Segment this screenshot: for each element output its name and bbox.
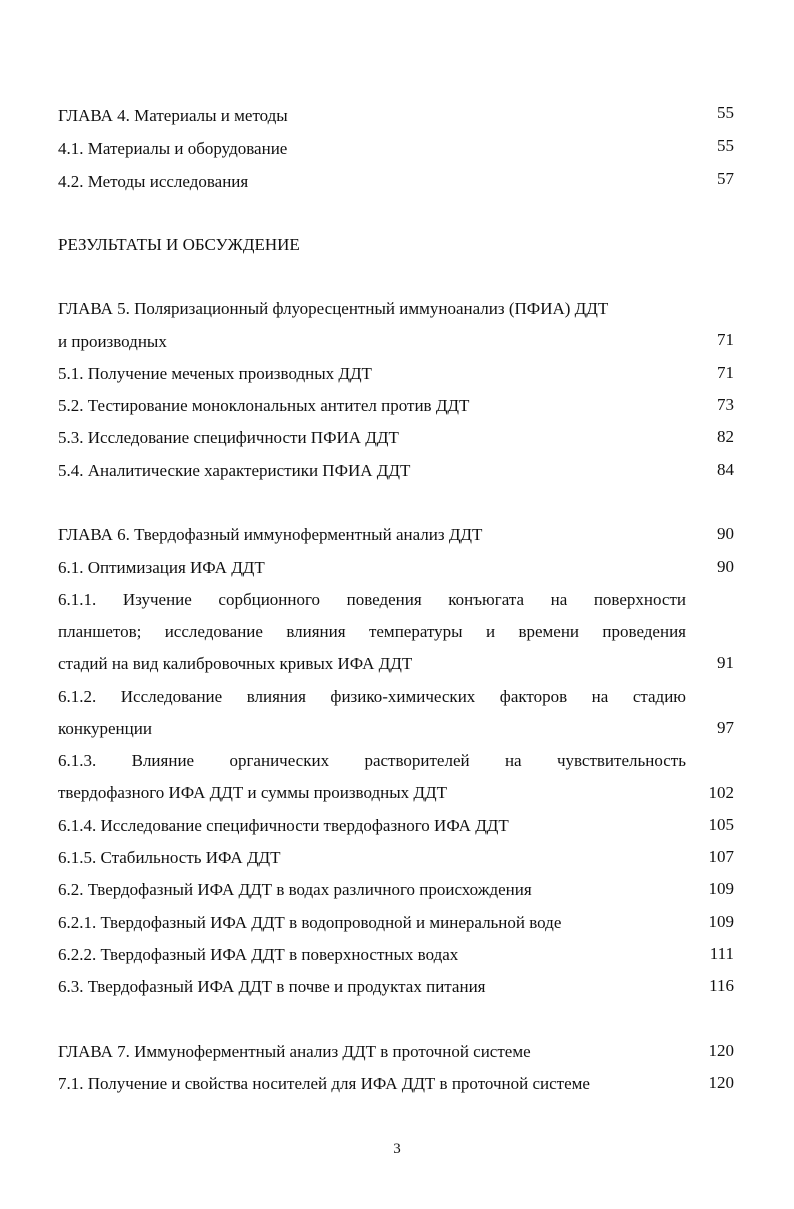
toc-page-6-1-5: 107: [708, 847, 734, 866]
toc-entry-chapter-5-line-1: ГЛАВА 5. Поляризационный флуоресцентный иммуноанализ (ПФИА) ДДТ: [58, 299, 609, 318]
toc-entry-chapter-6: ГЛАВА 6. Твердофазный иммуноферментный анализ ДДТ: [58, 525, 483, 544]
toc-page-5-3: 82: [717, 427, 734, 446]
toc-entry-chapter-7: ГЛАВА 7. Иммуноферментный анализ ДДТ в проточной системе: [58, 1042, 531, 1061]
toc-page-chapter-7: 120: [708, 1041, 734, 1060]
toc-entry-6-2-2: 6.2.2. Твердофазный ИФА ДДТ в поверхностных водах: [58, 945, 459, 964]
toc-entry-5-3: 5.3. Исследование специфичности ПФИА ДДТ: [58, 428, 399, 447]
toc-page-6-1-2: 97: [717, 718, 734, 737]
toc-entry-5-1: 5.1. Получение меченых производных ДДТ: [58, 364, 372, 383]
toc-entry-chapter-5-line-2: и производных: [58, 332, 167, 351]
toc-entry-5-4: 5.4. Аналитические характеристики ПФИА ДДТ: [58, 461, 411, 480]
toc-entry-6-1-2-line-2: конкуренции: [58, 719, 152, 738]
page-number: 3: [393, 1141, 401, 1157]
toc-entry-4-1: 4.1. Материалы и оборудование: [58, 139, 288, 158]
toc-page-6-3: 116: [709, 976, 734, 995]
toc-page-chapter-4: 55: [717, 103, 734, 122]
toc-page-5-1: 71: [717, 363, 734, 382]
toc-page-6-2: 109: [708, 879, 734, 898]
toc-entry-6-1-4: 6.1.4. Исследование специфичности твердофазного ИФА ДДТ: [58, 816, 509, 835]
toc-page-4-1: 55: [717, 136, 734, 155]
toc-entry-6-2: 6.2. Твердофазный ИФА ДДТ в водах различного происхождения: [58, 880, 532, 899]
section-heading: РЕЗУЛЬТАТЫ И ОБСУЖДЕНИЕ: [58, 235, 300, 254]
toc-entry-6-1: 6.1. Оптимизация ИФА ДДТ: [58, 558, 265, 577]
toc-entry-6-1-1-line-1: 6.1.1. Изучение сорбционного поведения конъюгата на поверхности: [58, 590, 686, 609]
toc-entry-7-1: 7.1. Получение и свойства носителей для ИФА ДДТ в проточной системе: [58, 1074, 590, 1093]
toc-page-chapter-6: 90: [717, 524, 734, 543]
toc-entry-5-2: 5.2. Тестирование моноклональных антител против ДДТ: [58, 396, 470, 415]
toc-page-5-2: 73: [717, 395, 734, 414]
toc-entry-6-3: 6.3. Твердофазный ИФА ДДТ в почве и продуктах питания: [58, 977, 486, 996]
toc-page-5-4: 84: [717, 460, 734, 479]
toc-page-6-1-1: 91: [717, 653, 734, 672]
toc-entry-6-1-3-line-1: 6.1.3. Влияние органических растворителей на чувствительность: [58, 751, 686, 770]
toc-entry-6-1-1-line-2: планшетов; исследование влияния температуры и времени проведения: [58, 622, 686, 641]
toc-page-6-2-2: 111: [709, 944, 734, 963]
toc-entry-4-2: 4.2. Методы исследования: [58, 172, 249, 191]
toc-page-chapter-5: 71: [717, 330, 734, 349]
toc-entry-6-1-3-line-2: твердофазного ИФА ДДТ и суммы производных ДДТ: [58, 783, 447, 802]
toc-entry-6-2-1: 6.2.1. Твердофазный ИФА ДДТ в водопроводной и минеральной воде: [58, 913, 562, 932]
toc-entry-chapter-4: ГЛАВА 4. Материалы и методы: [58, 106, 288, 125]
toc-page-6-2-1: 109: [708, 912, 734, 931]
toc-page-6-1-3: 102: [708, 783, 734, 802]
toc-entry-6-1-5: 6.1.5. Стабильность ИФА ДДТ: [58, 848, 281, 867]
toc-entry-6-1-2-line-1: 6.1.2. Исследование влияния физико-химических факторов на стадию: [58, 687, 686, 706]
toc-page-7-1: 120: [708, 1073, 734, 1092]
toc-page-4-2: 57: [717, 169, 734, 188]
toc-page-6-1-4: 105: [708, 815, 734, 834]
toc-entry-6-1-1-line-3: стадий на вид калибровочных кривых ИФА ДДТ: [58, 654, 413, 673]
toc-page-6-1: 90: [717, 557, 734, 576]
